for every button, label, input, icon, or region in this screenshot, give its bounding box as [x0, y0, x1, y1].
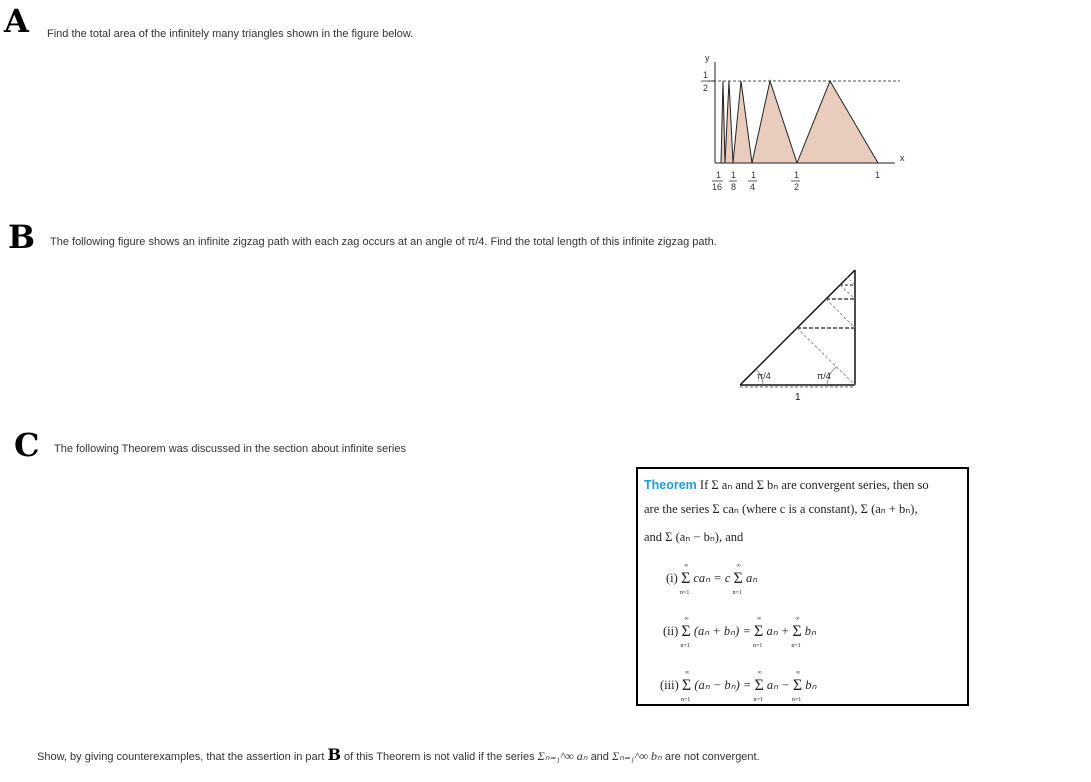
theorem-line-2: are the series Σ caₙ (where c is a constant), Σ (aₙ + bₙ), — [644, 502, 918, 516]
svg-text:2: 2 — [794, 182, 800, 192]
letter-a: A — [4, 2, 29, 40]
counterexample-task: Show, by giving counterexamples, that the assertion in part B of this Theorem is not valid if the series Σₙ₌₁^∞ aₙ and Σₙ₌₁^∞ bₙ are not convergent. — [37, 745, 760, 764]
triangle-large — [797, 81, 878, 163]
x-tick-1-4 — [748, 170, 757, 192]
problem-a-prompt: Find the total area of the infinitely many triangles shown in the figure below. — [47, 28, 414, 40]
triangle-medium — [752, 81, 797, 163]
base-length-label: 1 — [795, 392, 801, 403]
svg-text:1: 1 — [751, 170, 757, 180]
y-tick-num: 1 — [703, 70, 709, 80]
x-tick-1-8 — [729, 170, 737, 192]
zigzag-figure — [735, 265, 865, 410]
y-tick-den: 2 — [703, 83, 709, 93]
angle-left-label: π/4 — [757, 371, 771, 381]
svg-text:16: 16 — [712, 182, 723, 192]
theorem-eq-iii: (iii) Σ ∞ n=1 (aₙ − bₙ) = Σ ∞ n=1 aₙ − Σ ∞ n=1 bₙ — [660, 670, 817, 704]
svg-text:4: 4 — [750, 182, 756, 192]
x-tick-1-16 — [712, 170, 723, 192]
theorem-line-1: Theorem If Σ aₙ and Σ bₙ are convergent series, then so — [644, 478, 929, 492]
problem-b-prompt: The following figure shows an infinite zigzag path with each zag occurs at an angle of π/4. Find the total length of this infinite zigzag path. — [50, 236, 717, 248]
zigzag-diagonal-2 — [826, 299, 855, 328]
svg-text:8: 8 — [731, 182, 737, 192]
x-axis-label: x — [900, 153, 905, 163]
theorem-eq-ii: (ii) Σ ∞ n=1 (aₙ + bₙ) = Σ ∞ n=1 aₙ + Σ ∞ n=1 bₙ — [663, 616, 817, 650]
svg-text:1: 1 — [716, 170, 722, 180]
problem-c-prompt: The following Theorem was discussed in the section about infinite series — [54, 443, 406, 455]
triangles-figure — [690, 48, 920, 198]
angle-right-label: π/4 — [817, 371, 831, 381]
theorem-keyword: Theorem — [644, 478, 697, 492]
triangle-small — [733, 81, 752, 163]
triangle-smallest — [721, 81, 725, 163]
svg-text:1: 1 — [731, 170, 737, 180]
series-a: Σₙ₌₁^∞ aₙ — [537, 749, 588, 763]
svg-text:1: 1 — [794, 170, 800, 180]
theorem-box — [636, 467, 969, 706]
y-axis-label: y — [705, 53, 710, 63]
theorem-eq-i: (i) Σ ∞ n=1 caₙ = c Σ ∞ n=1 aₙ — [666, 563, 758, 597]
part-b-mark: B — [327, 745, 341, 764]
series-b: Σₙ₌₁^∞ bₙ — [611, 749, 662, 763]
x-tick-1-2 — [791, 170, 800, 192]
x-tick-1: 1 — [875, 170, 881, 180]
zigzag-diagonal-3 — [840, 285, 855, 299]
triangle-smaller — [725, 81, 733, 163]
theorem-line-3: and Σ (aₙ − bₙ), and — [644, 530, 744, 544]
letter-b: B — [8, 218, 36, 256]
letter-c: C — [14, 426, 40, 464]
